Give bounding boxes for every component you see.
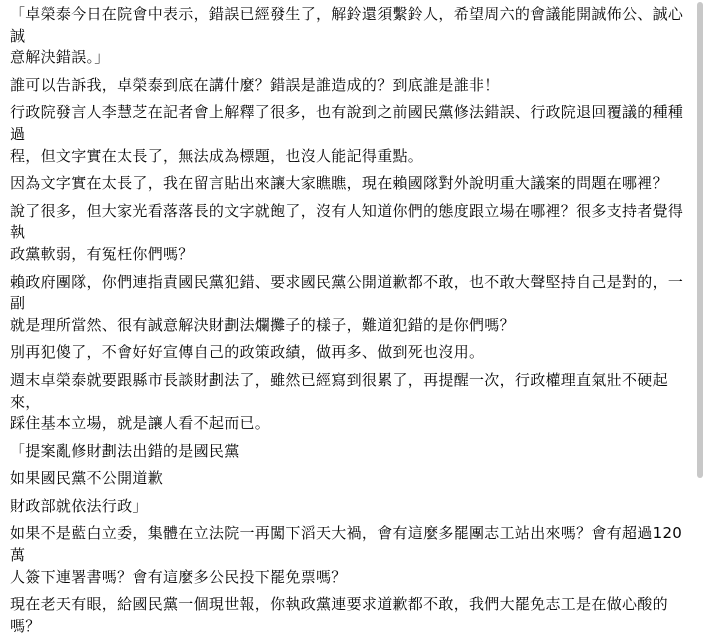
post-paragraph: 「卓榮泰今日在院會中表示，錯誤已經發生了，解鈴還須繫鈴人，希望周六的會議能開誠佈公、誠心誠 意解決錯誤。」 [10, 5, 684, 67]
post-paragraph: 週末卓榮泰就要跟縣市長談財劃法了，雖然已經寫到很累了，再提醒一次，行政權理直氣壯不硬起來， 踩住基本立場，就是讓人看不起而已。 [10, 370, 668, 433]
post-paragraph: 現在老天有眼，給國民黨一個現世報，你執政黨連要求道歉都不敢，我們大罷免志工是在做心酸的嗎？ [10, 595, 668, 635]
post-paragraph: 如果國民黨不公開道歉 [10, 469, 164, 488]
post-paragraph: 說了很多，但大家光看落落長的文字就飽了，沒有人知道你們的態度跟立場在哪裡？很多支持者覺得執 政黨軟弱，有冤枉你們嗎？ [10, 201, 684, 263]
scrollbar-track[interactable] [696, 0, 704, 480]
post-paragraph: 因為文字實在太長了，我在留言貼出來讓大家瞧瞧，現在賴國隊對外說明重大議案的問題在哪裡？ [10, 174, 668, 193]
post-paragraph: 行政院發言人李慧芝在記者會上解釋了很多，也有說到之前國民黨修法錯誤、行政院退回覆議的種種過 程，但文字實在太長了，無法成為標題，也沒人能記得重點。 [10, 103, 684, 165]
post-paragraph: 如果不是藍白立委，集體在立法院一再闖下滔天大禍，會有這麼多罷團志工站出來嗎？會有超過120萬 人簽下連署書嗎？會有這麼多公民投下罷免票嗎？ [10, 524, 683, 586]
scrollbar-thumb[interactable] [697, 2, 703, 478]
post-paragraph: 誰可以告訴我，卓榮泰到底在講什麼？錯誤是誰造成的？到底誰是誰非！ [10, 75, 500, 94]
post-paragraph: 財政部就依法行政」 [10, 496, 148, 515]
post-paragraph: 別再犯傻了，不會好好宣傳自己的政策政績，做再多、做到死也沒用。 [10, 343, 485, 362]
post-paragraph: 賴政府團隊，你們連指責國民黨犯錯、要求國民黨公開道歉都不敢，也不敢大聲堅持自己是對的，一副 就是理所當然、很有誠意解決財劃法爛攤子的樣子，難道犯錯的是你們嗎？ [10, 272, 684, 334]
post-paragraph: 「提案亂修財劃法出錯的是國民黨 [10, 441, 240, 460]
